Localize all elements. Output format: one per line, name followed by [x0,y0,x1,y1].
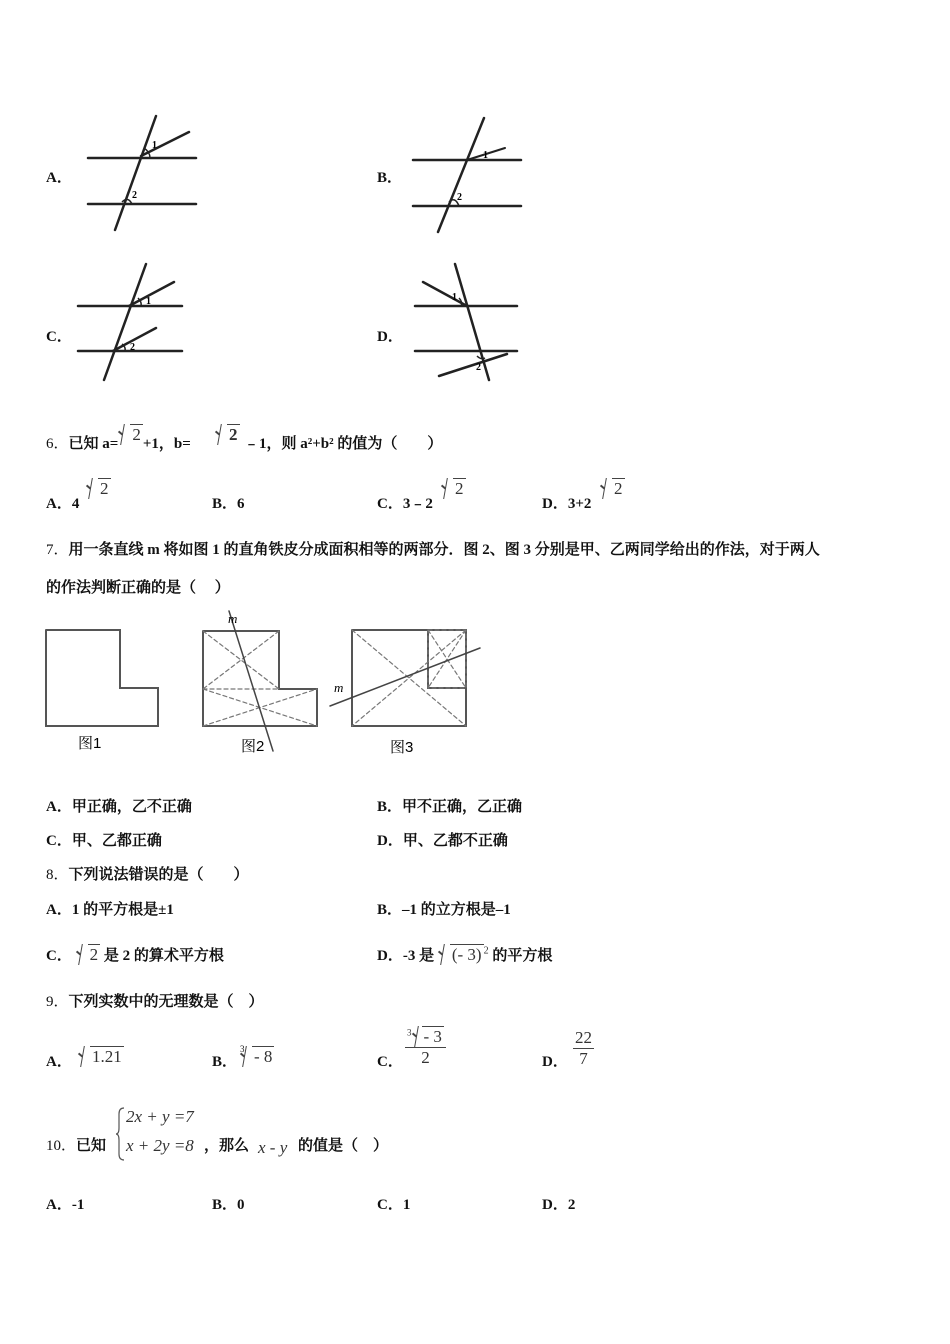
fig2-m-label: m [228,611,238,626]
svg-text:1: 1 [452,292,457,303]
q7-option-d[interactable]: D．甲、乙都不正确 [377,833,508,849]
q8-option-a[interactable]: A．1 的平方根是±1 [46,902,174,918]
q7-option-a[interactable]: A．甲正确，乙不正确 [46,799,192,815]
angle-2-label: 2 [132,190,137,201]
q10-system [116,1106,216,1162]
q9-option-b-math: 3 - 8 [240,1044,273,1066]
fig3-caption: 图3 [390,739,414,756]
q8-option-c[interactable]: C． 2 是 2 的算术平方根 [46,945,224,964]
q7-figure-1 [40,620,170,760]
svg-text:1: 1 [483,150,488,161]
q8-option-d[interactable]: D．-3 是 (- 3) $^2$ 的平方根 [377,945,553,964]
q6-option-a[interactable]: A．4 [46,496,80,512]
fig1-caption: 图1 [78,735,102,752]
q9-option-c-math: $\frac{^3 - 3}{2}$ [405,1026,446,1068]
q5-figure-c [70,258,195,388]
q9-option-b-label[interactable]: B． [212,1054,238,1070]
angle-1-label: 1 [152,140,157,151]
q6-option-d-sqrt: 2 [600,478,625,499]
q5-figure-b [405,110,530,240]
svg-text:2: 2 [476,362,481,373]
q10-stem-start: 10．已知 [46,1138,107,1154]
svg-text:2: 2 [457,192,462,203]
q10-eq2: x + 2y =8 [126,1136,194,1155]
q5-option-b-label[interactable]: B． [377,170,403,186]
q5-option-d-label[interactable]: D． [377,329,403,345]
q9-option-d-math: $\frac{22}{7}$ [575,1028,592,1068]
q10-option-a[interactable]: A．-1 [46,1197,85,1213]
q7-stem-line2: 的作法判断正确的是（ ） [46,580,230,596]
svg-text:2: 2 [130,342,135,353]
q10-option-c[interactable]: C．1 [377,1197,411,1213]
q6-stem: 6．已知 a= 2 +1，b= [46,425,191,452]
q7-figure-3 [328,620,488,760]
q7-stem-line1: 7．用一条直线 m 将如图 1 的直角铁皮分成面积相等的两部分．图 2、图 3 分别是甲、乙两同学给出的作法，对于两人 [46,542,820,558]
q9-stem: 9．下列实数中的无理数是（ ） [46,994,264,1010]
q9-option-a-math: 1.21 [78,1046,124,1067]
q6-option-c-sqrt: 2 [441,478,466,499]
q6-option-b[interactable]: B．6 [212,496,245,512]
q9-option-d-label[interactable]: D． [542,1054,568,1070]
q6-option-a-sqrt: 2 [86,478,111,499]
fig3-m-label: m [334,680,344,695]
q10-stem-end: 的值是（ ） [298,1138,389,1154]
q6-option-c[interactable]: C．3﹣2 [377,496,433,512]
q7-option-b[interactable]: B．甲不正确，乙正确 [377,799,523,815]
svg-text:1: 1 [146,296,151,307]
q10-option-d[interactable]: D．2 [542,1197,576,1213]
q10-option-b[interactable]: B．0 [212,1197,245,1213]
q5-figure-d [405,258,530,388]
q10-stem-mid: ，那么 [204,1138,250,1154]
q7-option-c[interactable]: C．甲、乙都正确 [46,833,162,849]
q5-figure-a [80,110,205,235]
q7-figure-2 [195,605,325,760]
q10-eq1: 2x + y =7 [126,1107,194,1126]
q9-option-a-label[interactable]: A． [46,1054,72,1070]
q9-option-c-label[interactable]: C． [377,1054,403,1070]
q5-option-a-label[interactable]: A． [46,170,72,186]
brace-icon [116,1106,126,1162]
q8-option-b[interactable]: B．–1 的立方根是–1 [377,902,511,918]
q8-stem: 8．下列说法错误的是（ ） [46,867,249,883]
q6-b-sqrt: 2 [215,424,240,445]
q5-option-c-label[interactable]: C． [46,329,72,345]
q6-option-d[interactable]: D．3+2 [542,496,592,512]
q10-expr: x - y [258,1138,288,1157]
fig2-caption: 图2 [241,738,265,755]
q6-stem-end: ﹣1，则 a²+b² 的值为（ ） [244,436,443,452]
